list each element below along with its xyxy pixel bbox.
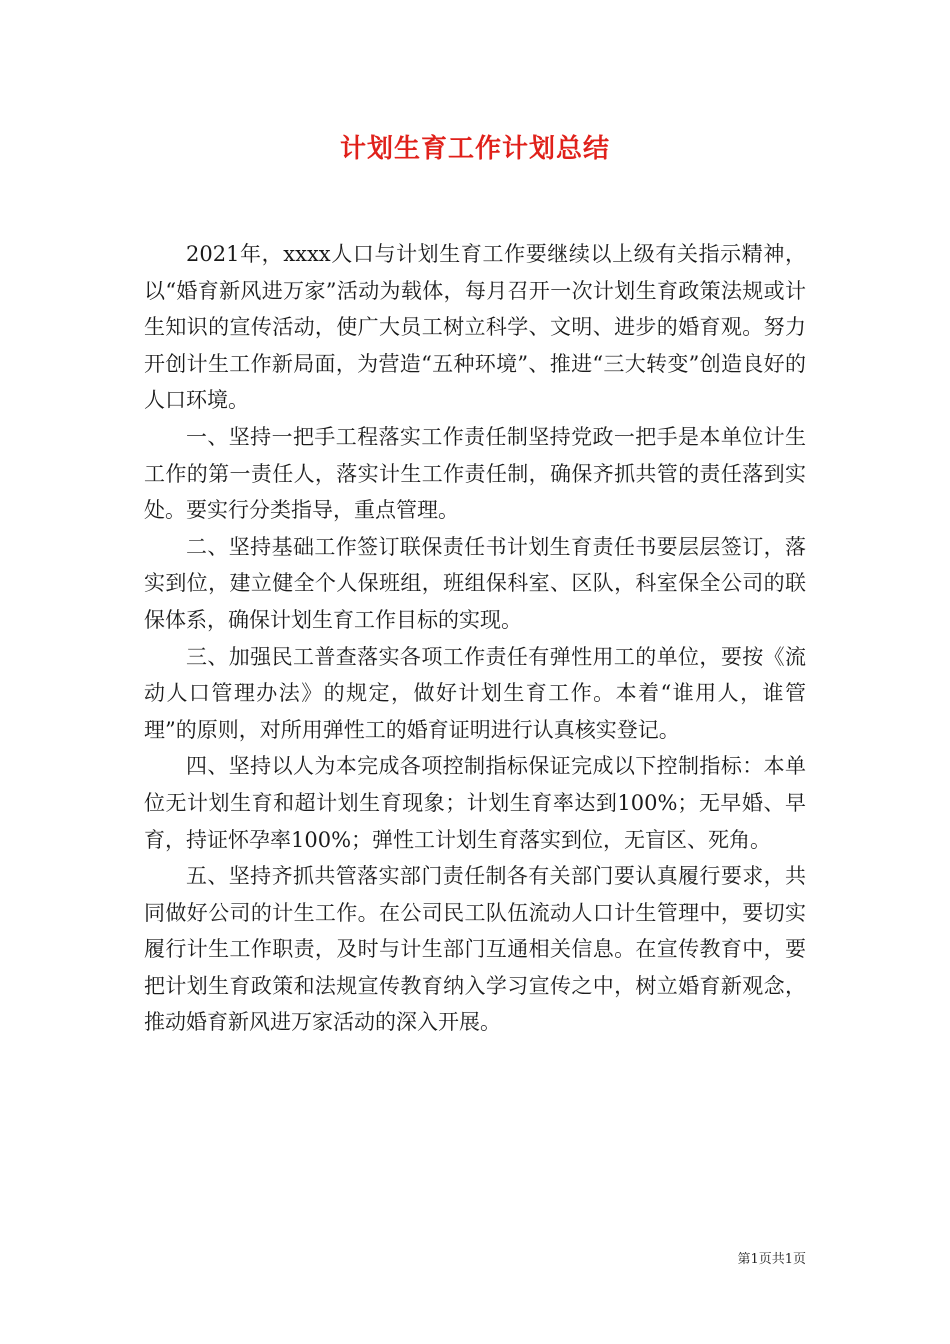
paragraph-item-4: 四、坚持以人为本完成各项控制指标保证完成以下控制指标：本单位无计划生育和超计划生育现象；计划生育率达到100%；无早婚、早育，持证怀孕率100%；弹性工计划生育落实到位，无盲区、死角。 [144, 754, 806, 852]
paragraph-intro: 2021年，xxxx人口与计划生育工作要继续以上级有关指示精神，以“婚育新风进万家”活动为载体，每月召开一次计划生育政策法规或计生知识的宣传活动，使广大员工树立科学、文明、进步的婚育观。努力开创计生工作新局面，为营造“五种环境”、推进“三大转变”创造良好的人口环境。 [144, 242, 806, 413]
paragraph-item-1: 一、坚持一把手工程落实工作责任制坚持党政一把手是本单位计生工作的第一责任人，落实计生工作责任制，确保齐抓共管的责任落到实处。要实行分类指导，重点管理。 [144, 424, 806, 523]
document-body [144, 236, 806, 1041]
paragraph-item-2: 二、坚持基础工作签订联保责任书计划生育责任书要层层签订，落实到位，建立健全个人保班组，班组保科室、区队，科室保全公司的联保体系，确保计划生育工作目标的实现。 [144, 534, 806, 632]
document-title: 计划生育工作计划总结 [339, 134, 610, 164]
paragraph-item-3: 三、加强民工普查落实各项工作责任有弹性用工的单位，要按《流动人口管理办法》的规定，做好计划生育工作。本着“谁用人，谁管理”的原则，对所用弹性工的婚育证明进行认真核实登记。 [144, 644, 806, 742]
paragraph-item-5: 五、坚持齐抓共管落实部门责任制各有关部门要认真履行要求，共同做好公司的计生工作。在公司民工队伍流动人口计生管理中，要切实履行计生工作职责，及时与计生部门互通相关信息。在宣传教育中，要把计划生育政策和法规宣传教育纳入学习宣传之中，树立婚育新观念，推动婚育新风进万家活动的深入开展。 [144, 864, 806, 1035]
page-number-footer: 第1页共1页 [737, 1252, 806, 1267]
